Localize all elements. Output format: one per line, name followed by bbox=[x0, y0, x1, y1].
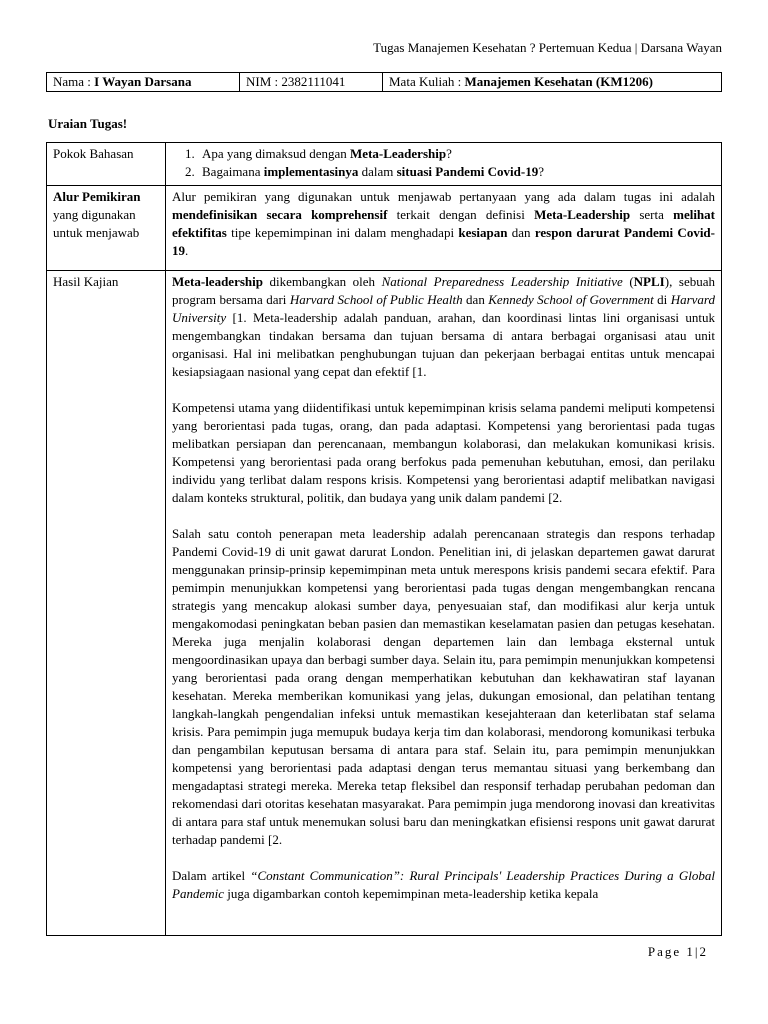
hasil-paragraph-3: Salah satu contoh penerapan meta leadership adalah perencanaan strategis dan respons terhadap Pandemi Covid-19 di unit gawat darurat London. Penelitian ini, di jelaskan departemen gawat darurat menggunakan prinsip-prinsip kepemimpinan meta untuk merespons krisis pandemi secara efektif. Para pemimpin menunjukkan kompetensi yang berorientasi pada tugas dengan mengembangkan rencana strategis yang mencakup alokasi sumber daya, penyesuaian staf, dan modifikasi alur kerja untuk mengakomodasi peningkatan beban pasien dan memastikan keselamatan pasien dan petugas kesehatan. Mereka juga menjalin kolaborasi dengan departemen lain dan lembaga eksternal untuk mengoordinasikan upaya dan berbagi sumber daya. Selain itu, para pemimpin menunjukkan kompetensi yang berorientasi pada orang dengan memperhatikan kebutuhan dan kekhawatiran staf layanan kesehatan. Mereka memberikan komunikasi yang jelas, dukungan emosional, dan pelatihan tentang langkah-langkah pengendalian infeksi untuk memastikan kesejahteraan dan keterlibatan staf selama krisis. Para pemimpin juga memupuk budaya kerja tim dan kolaborasi, mendorong komunikasi terbuka dan pengambilan keputusan bersama di antara para staf. Selain itu, para pemimpin menunjukkan kompetensi yang berorientasi pada adaptasi dengan terus memantau situasi yang berkembang dan mengadaptasi strategi mereka. Mereka tetap fleksibel dan responsif terhadap perubahan pedoman dan rekomendasi dari otoritas kesehatan masyarakat. Para pemimpin juga mendorong inovasi dan kreativitas di antara para staf untuk menemukan solusi baru dan meningkatkan efisiensi respons unit gawat darurat terhadap pandemi [2. bbox=[172, 526, 715, 847]
question-list bbox=[172, 145, 715, 181]
nim-cell bbox=[240, 73, 383, 92]
question-2: 2. Bagaimana implementasinya dalam situasi Pandemi Covid-19? bbox=[198, 163, 715, 181]
page-number: Page 1|2 bbox=[647, 944, 708, 959]
pokok-bahasan-content bbox=[166, 143, 722, 186]
nama-value: I Wayan Darsana bbox=[94, 74, 192, 89]
student-info-table bbox=[46, 72, 722, 92]
mata-kuliah-value: Manajemen Kesehatan (KM1206) bbox=[464, 74, 653, 89]
hasil-kajian-label: Hasil Kajian bbox=[47, 271, 166, 936]
hasil-kajian-row bbox=[47, 271, 722, 936]
nama-label: Nama : bbox=[53, 74, 95, 89]
nim-value: 2382111041 bbox=[281, 74, 346, 89]
alur-pemikiran-row bbox=[47, 186, 722, 271]
hasil-paragraph-4: Dalam artikel “Constant Communication”: Rural Principals' Leadership Practices During a Global Pandemic juga digambarkan contoh kepemimpinan meta-leadership ketika kepala bbox=[172, 868, 715, 901]
page-header bbox=[300, 40, 722, 62]
pokok-bahasan-label: Pokok Bahasan bbox=[47, 143, 166, 186]
mata-kuliah-cell bbox=[383, 73, 722, 92]
nama-cell bbox=[47, 73, 240, 92]
hasil-kajian-content bbox=[166, 271, 722, 936]
task-table bbox=[46, 142, 722, 936]
question-1: 1. Apa yang dimaksud dengan Meta-Leadership? bbox=[198, 145, 715, 163]
section-title: Uraian Tugas! bbox=[48, 116, 128, 131]
header-title: Tugas Manajemen Kesehatan ? Pertemuan Kedua | Darsana Wayan bbox=[373, 40, 722, 55]
alur-pemikiran-label: Alur Pemikiran yang digunakan untuk menjawab bbox=[47, 186, 166, 271]
mata-kuliah-label: Mata Kuliah : bbox=[389, 74, 465, 89]
nim-label: NIM : bbox=[246, 74, 282, 89]
hasil-paragraph-1: Meta-leadership dikembangkan oleh National Preparedness Leadership Initiative (NPLI), sebuah program bersama dari Harvard School of Public Health dan Kennedy School of Government di Harvard University [1. Meta-leadership adalah panduan, arahan, dan koordinasi lintas lini organisasi untuk mengembangkan tindakan bersama dan tujuan bersama di antara berbagai organisasi atau unit organisasi. Hal ini melibatkan penghubungan tujuan dan pekerjaan berbagai entitas untuk mencapai kesiapsiagaan nasional yang cepat dan efektif [1. bbox=[172, 274, 715, 379]
alur-pemikiran-content bbox=[166, 186, 722, 271]
hasil-paragraph-2: Kompetensi utama yang diidentifikasi untuk kepemimpinan krisis selama pandemi meliputi kompetensi yang berorientasi pada tugas, orang, dan pada adaptasi. Kompetensi yang berorientasi pada tugas melibatkan persiapan dan perencanaan, membangun kolaborasi, dan melakukan komunikasi krisis. Kompetensi yang berorientasi pada orang berfokus pada pemenuhan kebutuhan, emosi, dan perilaku individu yang terlibat dalam respons krisis. Kompetensi yang berorientasi adaptif melibatkan navigasi dalam konteks struktural, politik, dan budaya yang unik dalam pandemi [2. bbox=[172, 400, 715, 505]
pokok-bahasan-row bbox=[47, 143, 722, 186]
alur-paragraph: Alur pemikiran yang digunakan untuk menjawab pertanyaan yang ada dalam tugas ini adalah mendefinisikan secara komprehensif terkait dengan definisi Meta-Leadership serta melihat efektifitas tipe kepemimpinan ini dalam menghadapi kesiapan dan respon darurat Pandemi Covid-19. bbox=[172, 189, 715, 258]
